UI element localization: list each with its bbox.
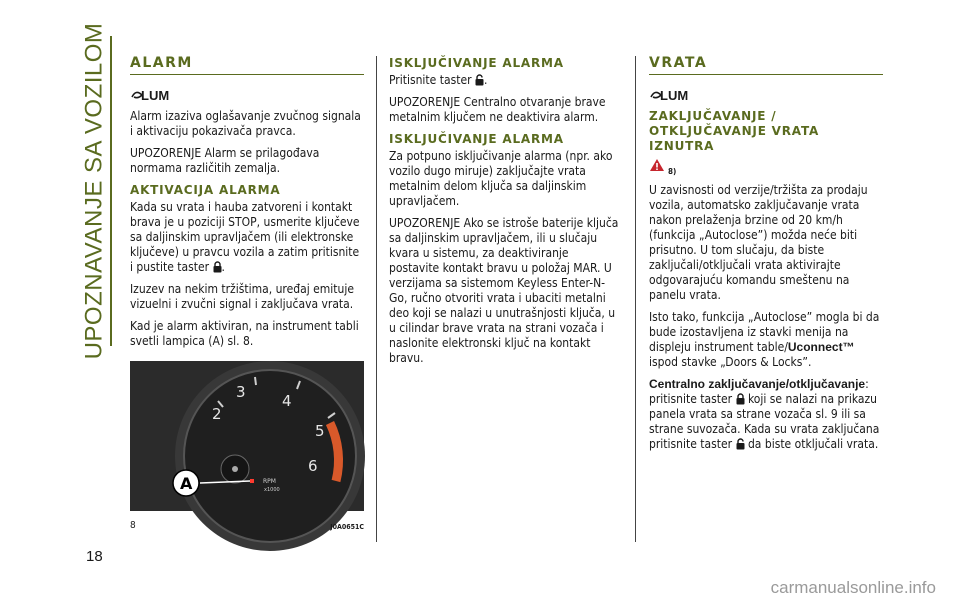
unlock-key-icon xyxy=(736,438,745,450)
paragraph: UPOZORENJE Alarm se prilagođava normama različitih zemalja. xyxy=(130,146,320,175)
warning-triangle-icon xyxy=(649,158,665,172)
paragraph: Alarm izaziva oglašavanje zvučnog signala i aktivaciju pokazivača pravca. xyxy=(130,109,361,138)
paragraph: UPOZORENJE Ako se istroše baterije ključa sa daljinskim upravljačem, ili u slučaju kvara u sistemu, za deaktiviranje postavite kontakt bravu u položaj MAR. U verzijama sa sistemom Keyless Enter-N-Go, ručno otvoriti vrata i ubaciti metalni deo koji se nalazi u unutrašnjosti ključa, u u cilindar brave vrata na strani vozača i naslonite elektronski ključ na kontakt bravu. xyxy=(389,216,619,365)
paragraph: Pritisnite taster . xyxy=(389,73,488,87)
gauge-number: 6 xyxy=(308,457,318,475)
lock-key-icon xyxy=(736,393,745,405)
paragraph: pritisnite taster koji se nalazi na prikazu panela vrata sa strane vozača sl. 9 ili sa strane suvozača. Kada su vrata zaključana pritisnite taster da biste otključali vrata. xyxy=(649,392,880,451)
subheading-alarm-off-2: ISKLJUČIVANJE ALARMA xyxy=(389,132,564,146)
page-number: 18 xyxy=(86,548,103,565)
figure-8 xyxy=(130,361,364,535)
figure-code: J0A0651C xyxy=(330,523,364,531)
paragraph: UPOZORENJE Centralno otvaranje brave metalnim ključem ne deaktivira alarm. xyxy=(389,95,606,124)
gauge-number: 2 xyxy=(212,405,222,423)
column-alarm xyxy=(130,56,364,535)
svg-text:LUM: LUM xyxy=(141,88,170,103)
gauge-number: 4 xyxy=(282,392,292,410)
column-doors xyxy=(649,56,883,459)
paragraph: Kada su vrata i hauba zatvoreni i kontakt brava je u poziciji STOP, usmerite ključeve sa daljinskim upravljačem (ili elektronske ključeve) u pravcu vozila a zatim pritisnite i pustite taster . xyxy=(130,200,360,274)
unlock-key-icon xyxy=(475,74,484,86)
heading-alarm: ALARM xyxy=(130,56,364,75)
lock-key-icon xyxy=(213,261,222,273)
warning-ref-number: 8) xyxy=(668,167,677,176)
e-logo-icon xyxy=(649,83,689,103)
gauge-rpm-unit: x1000 xyxy=(264,487,280,493)
heading-doors: VRATA xyxy=(649,56,883,75)
watermark: carmanualsonline.info xyxy=(770,578,936,597)
gauge-rpm-label: RPM xyxy=(263,478,276,485)
paragraph: Za potpuno isključivanje alarma (npr. ako vozilo dugo miruje) zaključajte vrata metalnim delom ključa sa daljinskim upravljačem. xyxy=(389,149,613,208)
subheading-alarm-activation: AKTIVACIJA ALARMA xyxy=(130,183,281,197)
gauge-number: 5 xyxy=(315,422,325,440)
paragraph: Isto tako, funkcija „Autoclose” mogla bi da bude izostavljena iz stavki menija na displeju instrument table/Uconnect™ ispod stavke „Doors & Locks”. xyxy=(649,310,880,369)
paragraph: Kad je alarm aktiviran, na instrument tabli svetli lampica (A) sl. 8. xyxy=(130,319,359,348)
callout-label-a: A xyxy=(180,474,193,493)
column-divider xyxy=(635,56,636,542)
gauge-number: 3 xyxy=(236,383,246,401)
e-logo-icon xyxy=(130,83,170,103)
paragraph: Izuzev na nekim tržištima, uređaj emituje vizuelni i zvučni signal i zaključava vrata. xyxy=(130,282,355,311)
column-alarm-deactivation xyxy=(389,56,621,373)
svg-text:LUM: LUM xyxy=(660,88,689,103)
figure-number: 8 xyxy=(130,520,136,531)
side-section-title: UPOZNAVANJE SA VOZILOM xyxy=(80,22,107,360)
subheading-central-locking: Centralno zaključavanje/otključavanje: xyxy=(649,377,869,391)
instrument-cluster-illustration xyxy=(130,361,364,511)
warning-reference xyxy=(649,158,883,179)
uconnect-label: Uconnect™ xyxy=(787,340,855,354)
column-divider xyxy=(376,56,377,542)
subheading-door-locking: ZAKLJUČAVANJE / OTKLJUČAVANJE VRATA IZNUTRA xyxy=(649,109,820,153)
side-rule xyxy=(110,36,112,346)
paragraph: U zavisnosti od verzije/tržišta za prodaju vozila, automatsko zaključavanje vrata nakon prelaženja brzine od 20 km/h (funkcija „Autoclose”) možda neće biti prisutno. U tom slučaju, da biste zaključali/otključali vrata aktivirajte odgovarajuću komandu smeštenu na panelu vrata. xyxy=(649,183,868,302)
subheading-alarm-off: ISKLJUČIVANJE ALARMA xyxy=(389,56,564,70)
